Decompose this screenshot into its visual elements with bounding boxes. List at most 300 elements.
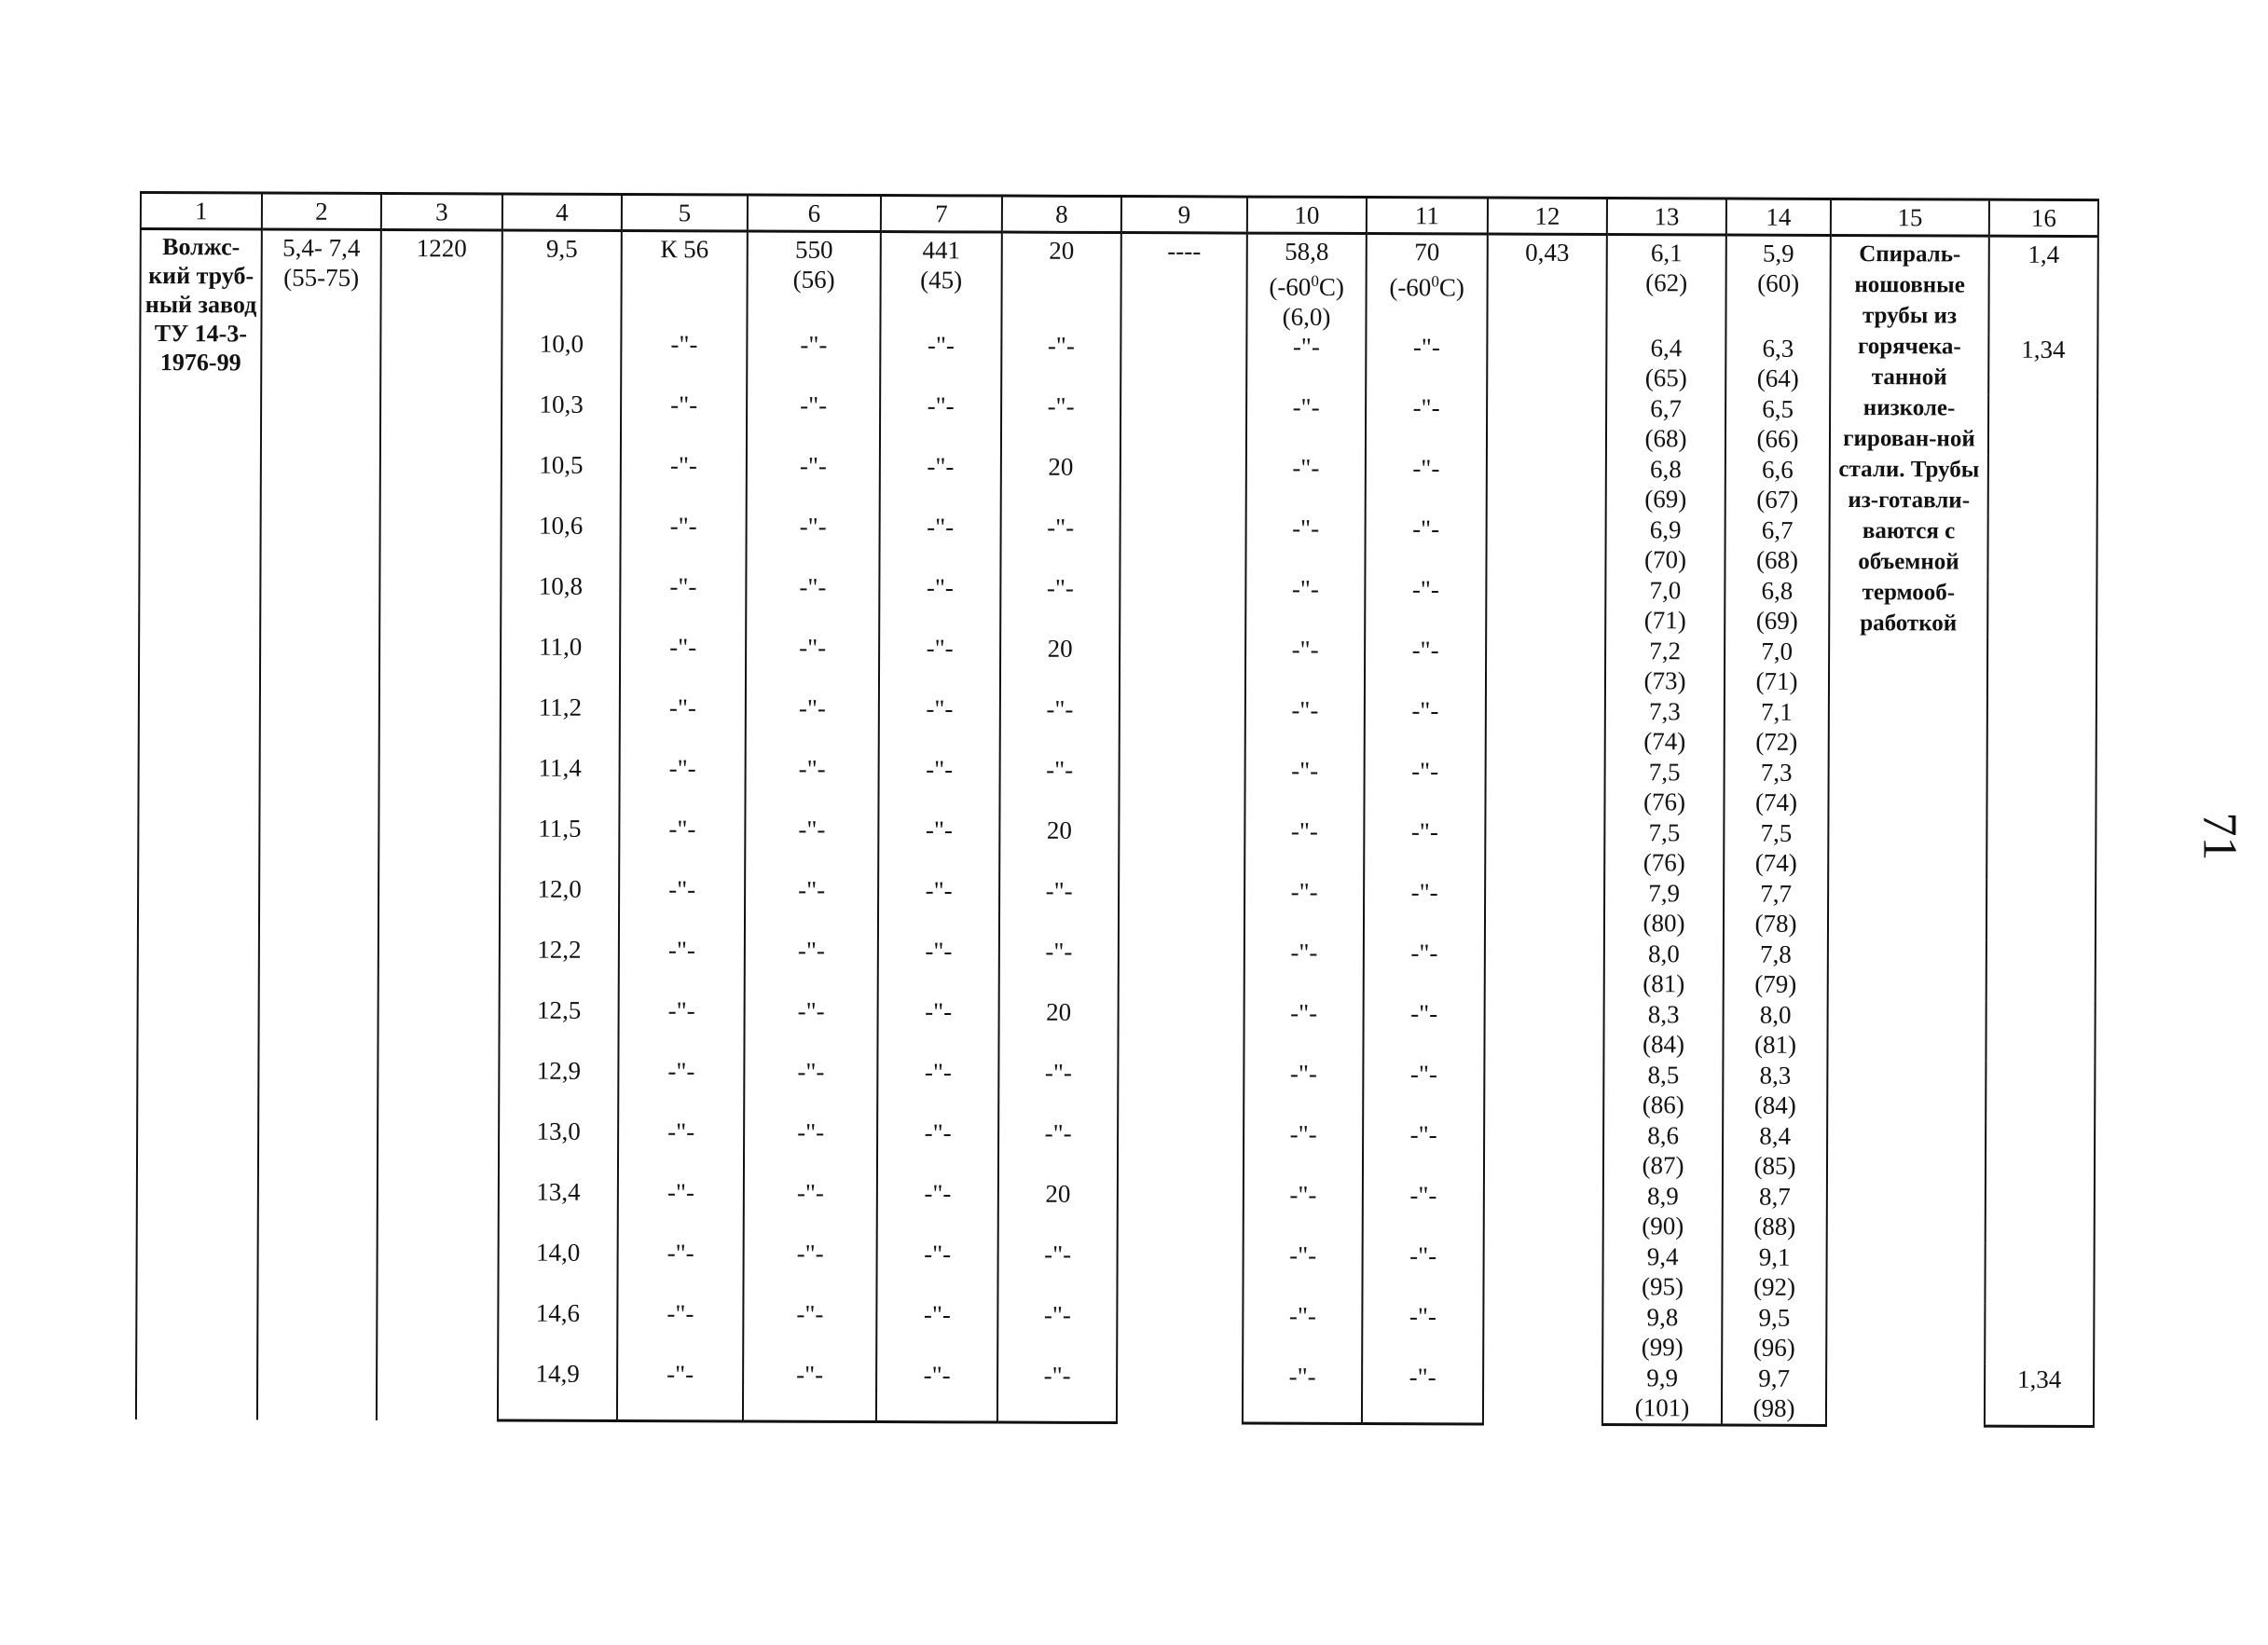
col13-cell (1606, 235, 1725, 334)
col11-cell: -"- (1363, 1059, 1484, 1119)
wall-thickness-cell: 12,2 (500, 934, 619, 994)
cell-line: (64) (1756, 363, 1799, 392)
cell-line: $(-60^0С)$ (1389, 272, 1464, 302)
col13-cell (1605, 514, 1725, 575)
wall-thickness-cell: 11,5 (500, 813, 619, 873)
col16-cell (1986, 1062, 2095, 1122)
col16-cell (1987, 577, 2096, 637)
cell-line: $(-60^0С)$ (1269, 271, 1344, 301)
col7-cell: -"- (878, 815, 999, 875)
cell-line: 8,5 (1647, 1061, 1680, 1090)
col14-cell (1724, 879, 1828, 939)
col8-cell: -"- (998, 1118, 1118, 1179)
col7-cell: -"- (877, 996, 998, 1057)
cell-line: 9,9 (1646, 1364, 1679, 1392)
col14-cell (1724, 818, 1828, 879)
wall-thickness-cell: 12,0 (500, 873, 619, 934)
col14-cell (1725, 394, 1830, 455)
col16-cell (1987, 516, 2096, 577)
cell-line: 8,0 (1647, 939, 1680, 968)
col8-cell: -"- (1000, 573, 1120, 634)
column-header-1: 1 (141, 193, 262, 229)
steel-grade-cell: -"- (619, 753, 745, 815)
col13-cell (1604, 817, 1724, 878)
table-row (140, 229, 2097, 336)
col7-cell: -"- (877, 1117, 998, 1178)
col16-cell (1986, 940, 2096, 1001)
col10-cell: -"- (1244, 816, 1364, 877)
col14-cell (1725, 334, 1830, 394)
col13-cell (1606, 333, 1725, 393)
col13-cell (1604, 757, 1724, 817)
column-header-7: 7 (881, 196, 1002, 232)
col6-cell: -"- (745, 874, 878, 936)
col6-cell (747, 231, 880, 330)
steel-grade-cell: -"- (621, 329, 747, 391)
cell-line: 7,5 (1648, 758, 1681, 787)
col14-cell (1725, 455, 1830, 515)
cell-line: 6,8 (1649, 455, 1682, 484)
col2-cell (257, 229, 381, 1419)
column-header-16: 16 (1989, 199, 2098, 236)
cell-line: (72) (1755, 727, 1798, 756)
col16-cell: 1,34 (1985, 1364, 2094, 1427)
col6-cell: -"- (747, 391, 880, 452)
col14-cell (1724, 758, 1828, 818)
wall-thickness-cell: 10,0 (502, 328, 621, 389)
col13-cell (1605, 575, 1725, 636)
steel-grade-cell: К 56 (621, 230, 747, 329)
cell-line: 7,3 (1760, 758, 1793, 787)
cell-line: 8,3 (1647, 1000, 1680, 1029)
col6-cell: -"- (746, 512, 879, 573)
wall-thickness-cell: 12,9 (499, 1055, 618, 1116)
col16-cell (1986, 1001, 2095, 1062)
col7-cell: -"- (876, 1360, 997, 1422)
col8-cell: 20 (998, 1179, 1118, 1240)
col8-cell: -"- (999, 755, 1119, 816)
cell-line: (76) (1643, 788, 1686, 816)
cell-line: (80) (1643, 909, 1685, 938)
cell-line: (84) (1642, 1030, 1685, 1059)
col11-cell: -"- (1364, 877, 1485, 938)
col13-cell (1603, 1060, 1723, 1120)
wall-thickness-cell: 13,4 (499, 1176, 618, 1237)
steel-grade-cell: -"- (619, 874, 745, 936)
col16-cell (1986, 880, 2096, 940)
column-header-10: 10 (1247, 197, 1367, 233)
cell-line: (79) (1754, 969, 1797, 998)
wall-thickness-cell: 13,0 (499, 1116, 618, 1176)
cell-line: (86) (1642, 1090, 1684, 1119)
steel-grade-cell: -"- (619, 935, 745, 996)
cell-line: (87) (1642, 1151, 1684, 1180)
cell-line: 9,4 (1646, 1242, 1679, 1271)
column-header-3: 3 (381, 193, 502, 229)
cell-line: 6,7 (1650, 394, 1683, 423)
steel-grade-cell: -"- (618, 1056, 744, 1117)
wall-thickness-cell: 9,5 (502, 230, 621, 329)
col11-cell: -"- (1363, 1119, 1484, 1180)
col11-cell: -"- (1365, 635, 1486, 695)
col13-cell (1606, 393, 1725, 454)
column-header-2: 2 (262, 193, 381, 229)
col16-cell: 1,34 (1988, 335, 2097, 395)
col10-cell: -"- (1244, 877, 1364, 938)
col16-cell (1985, 1243, 2094, 1304)
steel-grade-cell: -"- (620, 571, 746, 633)
cell-line: (68) (1755, 545, 1799, 574)
col12-cell: 0,43 (1483, 234, 1607, 1424)
cell-line: 6,4 (1650, 334, 1683, 363)
col16-cell (1987, 698, 2096, 759)
wall-thickness-cell: 10,6 (501, 510, 620, 570)
col9-cell: ---- (1117, 233, 1247, 1424)
cell-line: 6,6 (1761, 455, 1794, 484)
col6-cell: -"- (743, 1359, 876, 1421)
col6-cell: -"- (745, 814, 878, 875)
col11-cell: -"- (1363, 998, 1484, 1059)
col16-cell (1986, 819, 2096, 880)
cell-line: (66) (1756, 424, 1799, 453)
column-header-6: 6 (748, 195, 881, 232)
col14-cell (1723, 1121, 1827, 1182)
col13-cell (1602, 1241, 1722, 1302)
cell-line: 8,6 (1647, 1121, 1680, 1150)
col14-cell (1723, 1000, 1827, 1061)
cell-line: (55-75) (283, 263, 360, 292)
col11-cell: -"- (1362, 1301, 1483, 1362)
col11-cell: -"- (1365, 514, 1486, 574)
col8-cell: -"- (1001, 331, 1120, 391)
steel-grade-cell: -"- (620, 511, 746, 572)
col8-cell: -"- (999, 937, 1119, 997)
col8-cell: -"- (1000, 694, 1120, 755)
col7-cell: -"- (878, 754, 999, 815)
col10-cell: -"- (1243, 1362, 1362, 1424)
col11-cell: -"- (1363, 1180, 1484, 1241)
cell-line: 7,3 (1648, 697, 1681, 726)
cell-line: (101) (1634, 1393, 1690, 1422)
cell-line: (96) (1753, 1333, 1795, 1362)
cell-line: (70) (1643, 545, 1687, 574)
col8-cell: 20 (1001, 232, 1120, 331)
wall-thickness-cell: 11,4 (500, 752, 619, 813)
col16-cell (1987, 637, 2096, 698)
cell-line: 9,1 (1758, 1242, 1791, 1271)
wall-thickness-cell: 14,0 (498, 1237, 617, 1297)
cell-line: 7,8 (1759, 939, 1792, 968)
cell-line: 7,5 (1648, 818, 1681, 847)
cell-line: 6,3 (1762, 334, 1794, 363)
cell-line: (68) (1644, 424, 1687, 453)
steel-grade-cell: -"- (617, 1298, 743, 1360)
cell-line: 9,7 (1758, 1364, 1791, 1392)
wall-thickness-cell: 14,6 (498, 1297, 617, 1358)
col6-cell: -"- (743, 1238, 876, 1299)
col6-cell: -"- (746, 572, 879, 634)
cell-line: 5,9 (1762, 239, 1794, 267)
cell-line: (67) (1756, 485, 1799, 514)
col6-cell: -"- (745, 753, 878, 815)
col6-cell: -"- (747, 330, 880, 391)
col7-cell: -"- (879, 633, 1000, 693)
col11-cell: -"- (1366, 392, 1487, 453)
col14-cell (1725, 697, 1829, 758)
col8-cell: -"- (997, 1361, 1117, 1423)
col11-cell: -"- (1364, 938, 1485, 998)
wall-thickness-cell: 10,8 (501, 570, 620, 631)
steel-grade-cell: -"- (617, 1238, 743, 1299)
cell-line: 550 (794, 235, 833, 264)
col8-cell: -"- (1000, 513, 1120, 573)
description-cell: Спираль-ношовные трубы из горячека-танной низколе-гирован-ной стали. Трубы из-готавли-ваются с объемной термооб-работкой (1826, 235, 1989, 1426)
column-header-5: 5 (622, 194, 748, 231)
cell-line: (81) (1753, 1030, 1797, 1059)
col7-cell: -"- (880, 451, 1001, 512)
steel-grade-cell: -"- (619, 814, 745, 875)
cell-line: (65) (1644, 363, 1687, 392)
col7-cell: -"- (879, 512, 1000, 572)
col8-cell: -"- (997, 1240, 1117, 1300)
steel-grade-cell: -"- (621, 450, 747, 512)
cell-line: 8,7 (1758, 1182, 1791, 1211)
col7-cell: -"- (879, 572, 1000, 633)
col6-cell: -"- (747, 451, 880, 513)
wall-thickness-cell: 12,5 (499, 994, 618, 1055)
col14-cell (1725, 637, 1829, 697)
column-header-11: 11 (1367, 198, 1488, 234)
col6-cell: -"- (744, 1117, 877, 1178)
col6-cell: -"- (744, 1177, 877, 1239)
col16-cell (1986, 1183, 2095, 1243)
col16-cell (1985, 1304, 2094, 1364)
col11-cell: -"- (1365, 695, 1486, 756)
col14-cell (1725, 576, 1829, 637)
col8-cell: 20 (999, 816, 1119, 876)
col7-cell: -"- (878, 936, 999, 996)
cell-line: 7,7 (1760, 879, 1793, 908)
col10-cell: -"- (1246, 332, 1366, 392)
col14-cell (1724, 939, 1828, 1000)
col7-cell: -"- (876, 1299, 997, 1360)
cell-line: (62) (1645, 268, 1688, 297)
cell-line: 70 (1414, 238, 1440, 267)
col16-cell (1988, 456, 2097, 516)
col16-cell: 1,4 (1988, 236, 2097, 335)
col14-cell (1722, 1364, 1826, 1426)
col11-cell: -"- (1364, 816, 1485, 877)
col8-cell: -"- (1001, 391, 1120, 452)
col13-cell (1602, 1302, 1722, 1363)
col13-cell (1603, 1120, 1723, 1181)
steel-grade-cell: -"- (620, 632, 746, 693)
col14-cell (1723, 1061, 1827, 1121)
col8-cell: 20 (1000, 634, 1120, 694)
col10-cell: -"- (1245, 695, 1365, 756)
col13-cell (1605, 636, 1725, 696)
column-header-12: 12 (1488, 198, 1607, 234)
col13-cell (1606, 454, 1725, 514)
col13-cell (1605, 696, 1725, 757)
col11-cell: -"- (1362, 1241, 1483, 1301)
col6-cell: -"- (745, 935, 878, 996)
cell-line: (81) (1643, 969, 1685, 998)
cell-line: (71) (1755, 666, 1798, 695)
cell-line: (90) (1642, 1212, 1684, 1241)
cell-line: 441 (922, 236, 961, 265)
cell-line: 58,8 (1285, 237, 1329, 266)
cell-line: 6,1 (1650, 239, 1683, 267)
cell-line: (74) (1643, 727, 1686, 756)
cell-line: (74) (1754, 848, 1797, 877)
col14-cell (1722, 1242, 1826, 1303)
col6-cell: -"- (746, 633, 879, 694)
cell-line: (6,0) (1282, 302, 1331, 331)
cell-line: 5,4- 7,4 (282, 233, 361, 262)
col8-cell: 20 (998, 997, 1118, 1058)
wall-thickness-cell: 11,2 (501, 692, 620, 752)
col6-cell: -"- (743, 1298, 876, 1360)
col10-cell: -"- (1246, 453, 1366, 514)
steel-grade-cell: -"- (618, 995, 744, 1057)
wall-thickness-cell: 10,3 (502, 389, 621, 449)
col14-cell (1725, 515, 1829, 576)
cell-line: 9,8 (1646, 1303, 1679, 1332)
col8-cell: -"- (999, 876, 1119, 937)
col7-cell: -"- (877, 1178, 998, 1239)
col6-cell: -"- (744, 1056, 877, 1117)
cell-line: (69) (1644, 485, 1687, 514)
table-body (136, 229, 2098, 1427)
wall-thickness-cell: 11,0 (501, 631, 620, 692)
cell-line: 7,9 (1648, 879, 1681, 908)
col10-cell: -"- (1244, 1180, 1363, 1241)
col13-cell (1604, 939, 1724, 999)
col10-cell: -"- (1244, 938, 1364, 998)
cell-line: (71) (1643, 606, 1686, 635)
wall-thickness-cell: 14,9 (498, 1358, 617, 1420)
cell-line: 8,0 (1759, 1000, 1792, 1029)
col10-cell: -"- (1243, 1301, 1362, 1362)
steel-grade-cell: -"- (620, 692, 746, 754)
cell-line: (56) (792, 265, 835, 294)
col11-cell (1366, 234, 1487, 333)
col3-cell: 1220 (377, 229, 502, 1419)
col10-cell: -"- (1245, 574, 1365, 635)
col11-cell: -"- (1364, 756, 1485, 816)
col8-cell: -"- (997, 1300, 1117, 1361)
pipe-spec-table (135, 191, 2099, 1428)
cell-line: (73) (1643, 666, 1686, 695)
page-number: 71 (2192, 812, 2247, 861)
col10-cell: -"- (1245, 635, 1365, 695)
column-header-9: 9 (1121, 197, 1247, 234)
col10-cell: -"- (1245, 514, 1365, 574)
cell-line: (69) (1755, 606, 1798, 635)
cell-line: (99) (1641, 1333, 1684, 1362)
col10-cell (1246, 233, 1366, 332)
col13-cell (1604, 878, 1724, 939)
col7-cell: -"- (876, 1239, 997, 1299)
cell-line: 6,7 (1761, 515, 1794, 544)
steel-grade-cell: -"- (618, 1117, 744, 1178)
cell-line: (84) (1753, 1090, 1796, 1119)
cell-line: 7,2 (1649, 637, 1682, 665)
cell-line: 7,1 (1760, 697, 1793, 726)
cell-line: (78) (1754, 909, 1797, 938)
col14-cell (1723, 1182, 1827, 1242)
col10-cell: -"- (1246, 392, 1366, 453)
col7-cell: -"- (880, 330, 1001, 391)
col10-cell: -"- (1244, 1059, 1363, 1119)
cell-line: (60) (1757, 268, 1800, 297)
col8-cell: -"- (998, 1058, 1118, 1118)
cell-line: 8,3 (1759, 1061, 1792, 1090)
cell-line: 7,0 (1649, 576, 1682, 605)
col16-cell (1988, 395, 2097, 456)
col14-cell (1722, 1303, 1826, 1364)
cell-line: (45) (920, 266, 963, 295)
col10-cell: -"- (1244, 998, 1363, 1059)
cell-line: 6,5 (1762, 394, 1794, 423)
col7-cell: -"- (880, 391, 1001, 451)
col10-cell: -"- (1244, 1119, 1363, 1180)
document-sheet (135, 191, 2097, 1429)
col13-cell (1603, 999, 1723, 1060)
cell-line: 9,5 (1758, 1303, 1791, 1332)
col11-cell: -"- (1365, 574, 1486, 635)
column-header-4: 4 (502, 194, 622, 230)
column-header-15: 15 (1831, 199, 1989, 236)
cell-line: 7,5 (1760, 818, 1793, 847)
col7-cell: -"- (879, 693, 1000, 754)
cell-line: (85) (1753, 1151, 1796, 1180)
col6-cell: -"- (746, 692, 879, 754)
cell-line: (92) (1753, 1272, 1796, 1301)
col11-cell: -"- (1366, 453, 1487, 514)
col11-cell: -"- (1366, 332, 1487, 392)
col7-cell (880, 232, 1001, 331)
cell-line: 6,9 (1649, 515, 1682, 544)
cell-line: (76) (1643, 848, 1685, 877)
col10-cell: -"- (1244, 756, 1364, 816)
col7-cell: -"- (877, 1057, 998, 1117)
column-header-13: 13 (1607, 199, 1726, 235)
col16-cell (1986, 1122, 2095, 1183)
cell-line: 8,9 (1646, 1182, 1679, 1211)
column-header-8: 8 (1002, 196, 1121, 232)
col13-cell (1602, 1363, 1722, 1425)
col14-cell (1725, 235, 1830, 334)
steel-grade-cell: -"- (621, 390, 747, 451)
cell-line: (95) (1641, 1272, 1684, 1301)
manufacturer-cell: Волжс-кий труб-ный завод ТУ 14-3-1976-99 (136, 229, 262, 1419)
cell-line: (88) (1753, 1212, 1796, 1241)
col11-cell: -"- (1362, 1362, 1483, 1424)
col8-cell: 20 (1001, 452, 1120, 513)
column-header-14: 14 (1726, 199, 1831, 235)
col16-cell (1986, 759, 2096, 819)
cell-line: 7,0 (1761, 637, 1794, 665)
cell-line: 6,8 (1761, 576, 1794, 605)
col13-cell (1603, 1181, 1723, 1241)
cell-line: (98) (1753, 1393, 1795, 1422)
cell-line: 8,4 (1759, 1121, 1792, 1150)
col7-cell: -"- (878, 875, 999, 936)
wall-thickness-cell: 10,5 (502, 449, 621, 510)
col6-cell: -"- (744, 995, 877, 1057)
